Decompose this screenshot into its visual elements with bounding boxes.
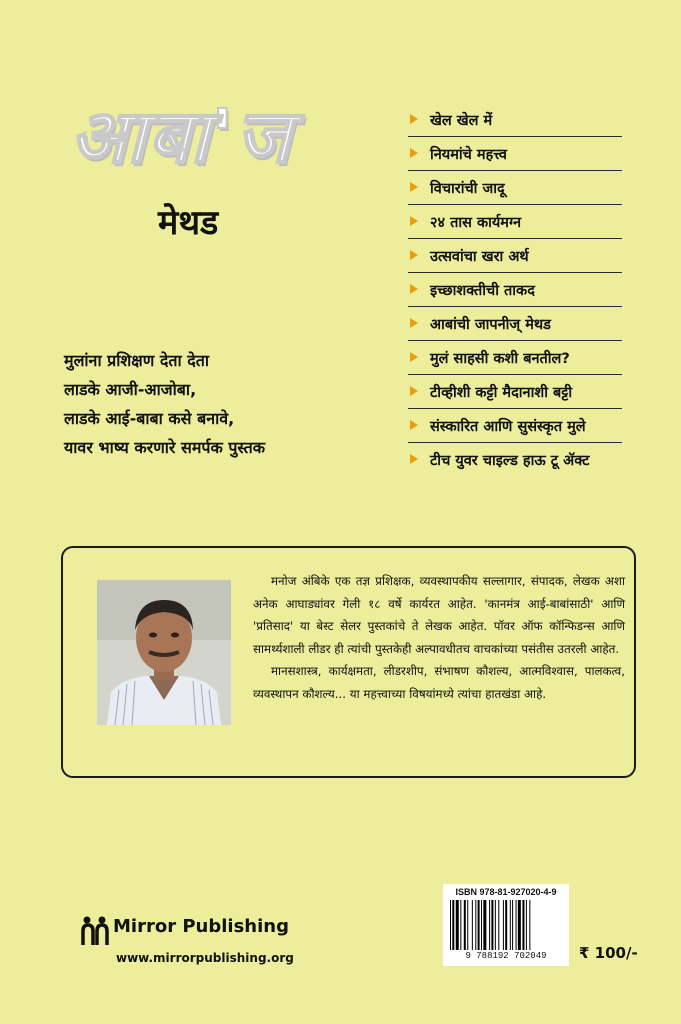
chapter-label: नियमांचे महत्त्व bbox=[430, 147, 507, 163]
tagline-line: लाडके आई-बाबा कसे बनावे, bbox=[64, 409, 235, 428]
chapter-label: उत्सवांचा खरा अर्थ bbox=[430, 249, 529, 265]
chapter-item bbox=[408, 409, 622, 443]
author-portrait-image bbox=[97, 580, 231, 725]
chapter-item bbox=[408, 307, 622, 341]
book-title-subtitle: मेथड bbox=[158, 203, 219, 243]
barcode-bar bbox=[512, 900, 513, 950]
tagline-line: लाडके आजी-आजोबा, bbox=[64, 380, 197, 399]
chapter-list bbox=[408, 103, 622, 477]
barcode-bar bbox=[526, 900, 527, 950]
barcode-bar bbox=[475, 900, 476, 950]
barcode-bar bbox=[505, 900, 507, 950]
triangle-arrow-icon bbox=[410, 352, 418, 362]
chapter-label: मुलं साहसी कशी बनतील? bbox=[430, 351, 570, 367]
chapter-item bbox=[408, 273, 622, 307]
author-bio-paragraph-2: मानसशास्त्र, कार्यक्षमता, लीडरशीप, संभाषण कौशल्य, आत्मविश्वास, पालकत्व, व्यवस्थापन कौशल्य... या महत्त्वाच्या विषयांमध्ये त्यांचा हातखंडा आहे. bbox=[253, 664, 625, 701]
barcode-bar bbox=[450, 900, 451, 950]
chapter-label: टीच युवर चाइल्ड हाऊ टू ॲक्ट bbox=[430, 453, 590, 469]
triangle-arrow-icon bbox=[410, 148, 418, 158]
publisher-name: Mirror Publishing bbox=[113, 916, 289, 937]
chapter-label: टीव्हीशी कट्टी मैदानाशी बट्टी bbox=[430, 385, 573, 401]
barcode-bar bbox=[452, 900, 454, 950]
price: ₹ 100/- bbox=[579, 944, 638, 962]
barcode-bar bbox=[510, 900, 511, 950]
barcode-bar bbox=[478, 900, 480, 950]
triangle-arrow-icon bbox=[410, 284, 418, 294]
triangle-arrow-icon bbox=[410, 454, 418, 464]
tagline-line: यावर भाष्य करणारे समर्पक पुस्तक bbox=[64, 438, 266, 457]
chapter-item bbox=[408, 239, 622, 273]
barcode-bar bbox=[516, 900, 517, 950]
publisher-logo-icon bbox=[78, 913, 112, 947]
tagline-line: मुलांना प्रशिक्षण देता देता bbox=[64, 351, 209, 370]
barcode-bar bbox=[498, 900, 499, 950]
barcode-bar bbox=[489, 900, 490, 950]
triangle-arrow-icon bbox=[410, 386, 418, 396]
author-photo bbox=[97, 580, 231, 725]
barcode-bar bbox=[491, 900, 493, 950]
triangle-arrow-icon bbox=[410, 182, 418, 192]
chapter-item bbox=[408, 341, 622, 375]
barcode-bar bbox=[529, 900, 530, 950]
barcode-bars bbox=[450, 900, 562, 950]
barcode-bar bbox=[483, 900, 486, 950]
barcode-bar bbox=[522, 900, 524, 950]
isbn-barcode bbox=[443, 884, 569, 966]
chapter-label: संस्कारित आणि सुसंस्कृत मुले bbox=[430, 419, 586, 435]
chapter-item bbox=[408, 103, 622, 137]
barcode-bar bbox=[495, 900, 496, 950]
chapter-label: २४ तास कार्यमग्न bbox=[430, 215, 522, 231]
chapter-label: खेल खेल में bbox=[430, 113, 493, 129]
barcode-bar bbox=[518, 900, 521, 950]
chapter-label: आबांची जापनीज् मेथड bbox=[430, 317, 551, 333]
triangle-arrow-icon bbox=[410, 114, 418, 124]
barcode-bar bbox=[467, 900, 468, 950]
triangle-arrow-icon bbox=[410, 420, 418, 430]
barcode-bar bbox=[481, 900, 482, 950]
chapter-label: इच्छाशक्तीची ताकद bbox=[430, 283, 535, 299]
chapter-item bbox=[408, 443, 622, 477]
author-bio-paragraph-1: मनोज अंबिके एक तज्ञ प्रशिक्षक, व्यवस्थापकीय सल्लागार, संपादक, लेखक अशा अनेक आघाड्यांवर गेली १८ वर्षे कार्यरत आहेत. 'कानमंत्र आई-बाबांसाठी' आणि 'प्रतिसाद' या बेस्ट सेलर पुस्तकांचे ते लेखक आहेत. पॉवर ऑफ कॉन्फिडन्स आणि सामर्थ्यशाली लीडर ही त्यांची पुस्तकेही अल्पावधीतच वाचकांच्या पसंतीस उतरली आहेत. bbox=[253, 574, 625, 656]
barcode-bar bbox=[464, 900, 466, 950]
publisher-website[interactable]: www.mirrorpublishing.org bbox=[116, 951, 294, 965]
barcode-bar bbox=[503, 900, 504, 950]
chapter-label: विचारांची जादू bbox=[430, 181, 505, 197]
chapter-item bbox=[408, 375, 622, 409]
chapter-item bbox=[408, 205, 622, 239]
barcode-bar bbox=[460, 900, 461, 950]
chapter-item bbox=[408, 171, 622, 205]
barcode-bar bbox=[472, 900, 473, 950]
author-bio bbox=[253, 570, 625, 705]
book-title-logo: आबा'ज bbox=[70, 94, 293, 180]
barcode-digits: 9 788192 702049 bbox=[465, 951, 547, 961]
triangle-arrow-icon bbox=[410, 216, 418, 226]
author-box bbox=[61, 546, 636, 778]
triangle-arrow-icon bbox=[410, 318, 418, 328]
chapter-item bbox=[408, 137, 622, 171]
barcode-bar bbox=[456, 900, 459, 950]
triangle-arrow-icon bbox=[410, 250, 418, 260]
isbn-label: ISBN 978-81-927020-4-9 bbox=[455, 887, 557, 897]
tagline bbox=[64, 346, 364, 462]
